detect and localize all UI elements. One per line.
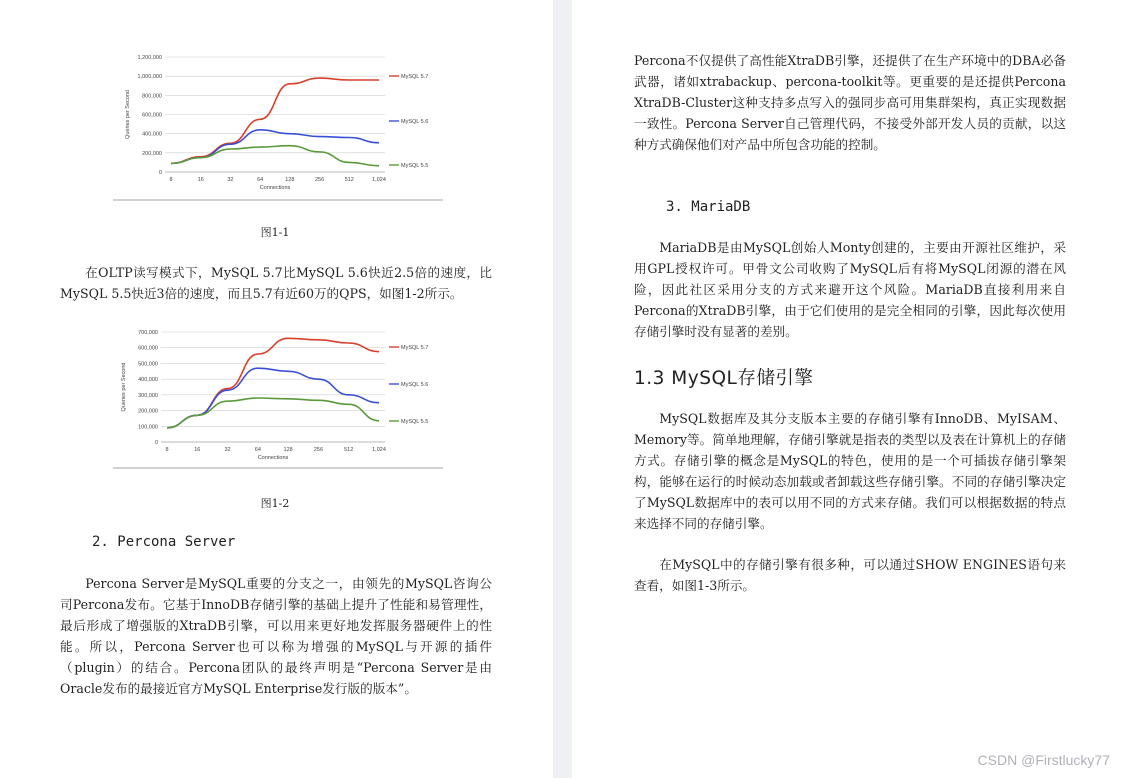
figure-2-caption: 图1-2: [260, 497, 290, 510]
chart1-legend-label: MySQL 5.7: [401, 74, 429, 80]
chart2-series-line: [167, 398, 379, 428]
paragraph-show-engines: 在MySQL中的存储引擎有很多种，可以通过SHOW ENGINES语句来查看，如图1-3所示。: [634, 557, 1066, 593]
chart1-ytick-label: 200,000: [142, 150, 162, 157]
chart2-ytick-label: 400,000: [138, 377, 158, 384]
paragraph-oltp: 在OLTP读写模式下，MySQL 5.7比MySQL 5.6快近2.5倍的速度，比MySQL 5.5快近3倍的速度，而且5.7有近60万的QPS，如图1-2所示。: [60, 265, 492, 301]
chart2-ytick-label: 100,000: [138, 424, 158, 431]
chart2-xtick-label: 256: [313, 447, 324, 453]
chart1-ytick-label: 0: [158, 170, 162, 176]
chart2-legend-label: MySQL 5.5: [401, 419, 429, 425]
chart2-ytick-label: 0: [154, 440, 158, 446]
chapter-heading-storage-engines: 1.3 MySQL存储引擎: [634, 368, 814, 389]
chart-1-svg: [113, 48, 443, 203]
chart1-xtick-label: 16: [197, 177, 204, 183]
paragraph-percona-tools: Percona不仅提供了高性能XtraDB引擎，还提供了在生产环境中的DBA必备武器，诸如xtrabackup、percona-toolkit等。更重要的是还提供Percona XtraDB-Cluster这种支持多点写入的强同步高可用集群架构，真正实现数据一致性。Percona Server自己管理代码，不接受外部开发人员的贡献，以这种方式确保他们对产品中所包含功能的控制。: [634, 53, 1066, 152]
csdn-watermark: CSDN @Firstlucky77: [977, 752, 1110, 768]
chart1-series-line: [171, 146, 379, 166]
chart2-xtick-label: 512: [344, 447, 354, 453]
figure-1-caption: 图1-1: [260, 226, 290, 239]
chart2-xtick-label: 128: [283, 447, 293, 453]
chart1-xtick-label: 256: [314, 177, 325, 183]
chart2-ylabel: Queries per Second: [121, 362, 127, 412]
chart1-xtick-label: 128: [285, 177, 295, 183]
chart-1: [113, 48, 443, 203]
chart1-legend-label: MySQL 5.6: [401, 119, 429, 125]
chart1-ytick-label: 600,000: [142, 112, 162, 119]
chart-2-svg: [113, 322, 443, 470]
chart1-ytick-label: 1,000,000: [137, 74, 162, 81]
chart-2: [113, 322, 443, 470]
section-heading-percona: 2. Percona Server: [92, 534, 236, 550]
chart1-ytick-label: 400,000: [142, 131, 162, 138]
chart1-series-line: [171, 78, 379, 163]
paragraph-storage-engines: MySQL数据库及其分支版本主要的存储引擎有InnoDB、MyISAM、Memory等。简单地理解，存储引擎就是指表的类型以及表在计算机上的存储方式。存储引擎的概念是MySQL的特色，使用的是一个可插拔存储引擎架构，能够在运行的时候动态加载或者卸载这些存储引擎。不同的存储引擎决定了MySQL数据库中的表可以用不同的方式来存储。我们可以根据数据的特点来选择不同的存储引擎。: [634, 411, 1066, 531]
chart2-xlabel: Connections: [257, 455, 289, 461]
chart2-ytick-label: 500,000: [138, 361, 158, 368]
chart2-xtick-label: 16: [194, 447, 201, 453]
chart2-ytick-label: 200,000: [138, 408, 158, 415]
chart2-xtick-label: 32: [224, 447, 231, 453]
section-heading-mariadb: 3. MariaDB: [666, 199, 751, 215]
chart1-legend-label: MySQL 5.5: [401, 163, 429, 169]
paragraph-mariadb: MariaDB是由MySQL创始人Monty创建的，主要由开源社区维护，采用GPL授权许可。甲骨文公司收购了MySQL后有将MySQL闭源的潜在风险，因此社区采用分支的方式来避开这个风险。MariaDB直接利用来自Percona的XtraDB引擎，由于它们使用的是完全相同的引擎，因此每次使用存储引擎时没有显著的差别。: [634, 240, 1066, 339]
chart2-legend-label: MySQL 5.6: [401, 382, 429, 388]
page-gutter: [553, 0, 572, 778]
chart2-legend-label: MySQL 5.7: [401, 345, 429, 351]
chart2-xtick-label: 8: [165, 447, 169, 453]
chart2-ytick-label: 700,000: [138, 330, 158, 336]
left-page: [0, 0, 553, 778]
chart2-xtick-label: 1,024: [372, 447, 386, 453]
chart1-ylabel: Queries per Second: [125, 90, 131, 139]
chart2-xtick-label: 64: [254, 447, 261, 453]
chart2-ytick-label: 300,000: [138, 392, 158, 399]
chart1-xlabel: Connections: [259, 185, 291, 191]
chart1-xtick-label: 8: [169, 177, 173, 183]
chart1-xtick-label: 1,024: [372, 177, 386, 183]
chart1-xtick-label: 64: [257, 177, 264, 183]
chart1-xtick-label: 512: [344, 177, 354, 183]
chart1-ytick-label: 1,200,000: [137, 55, 162, 61]
right-page: [572, 0, 1122, 778]
chart2-ytick-label: 600,000: [138, 345, 158, 352]
paragraph-percona: Percona Server是MySQL重要的分支之一，由领先的MySQL咨询公司Percona发布。它基于InnoDB存储引擎的基础上提升了性能和易管理性，最后形成了增强版的XtraDB引擎，可以用来更好地发挥服务器硬件上的性能。所以，Percona Server也可以称为增强的MySQL与开源的插件（plugin）的结合。Percona团队的最终声明是“Percona Server是由Oracle发布的最接近官方MySQL Enterprise发行版的版本”。: [60, 576, 492, 696]
chart1-ytick-label: 800,000: [142, 93, 162, 100]
chart1-xtick-label: 32: [227, 177, 234, 183]
